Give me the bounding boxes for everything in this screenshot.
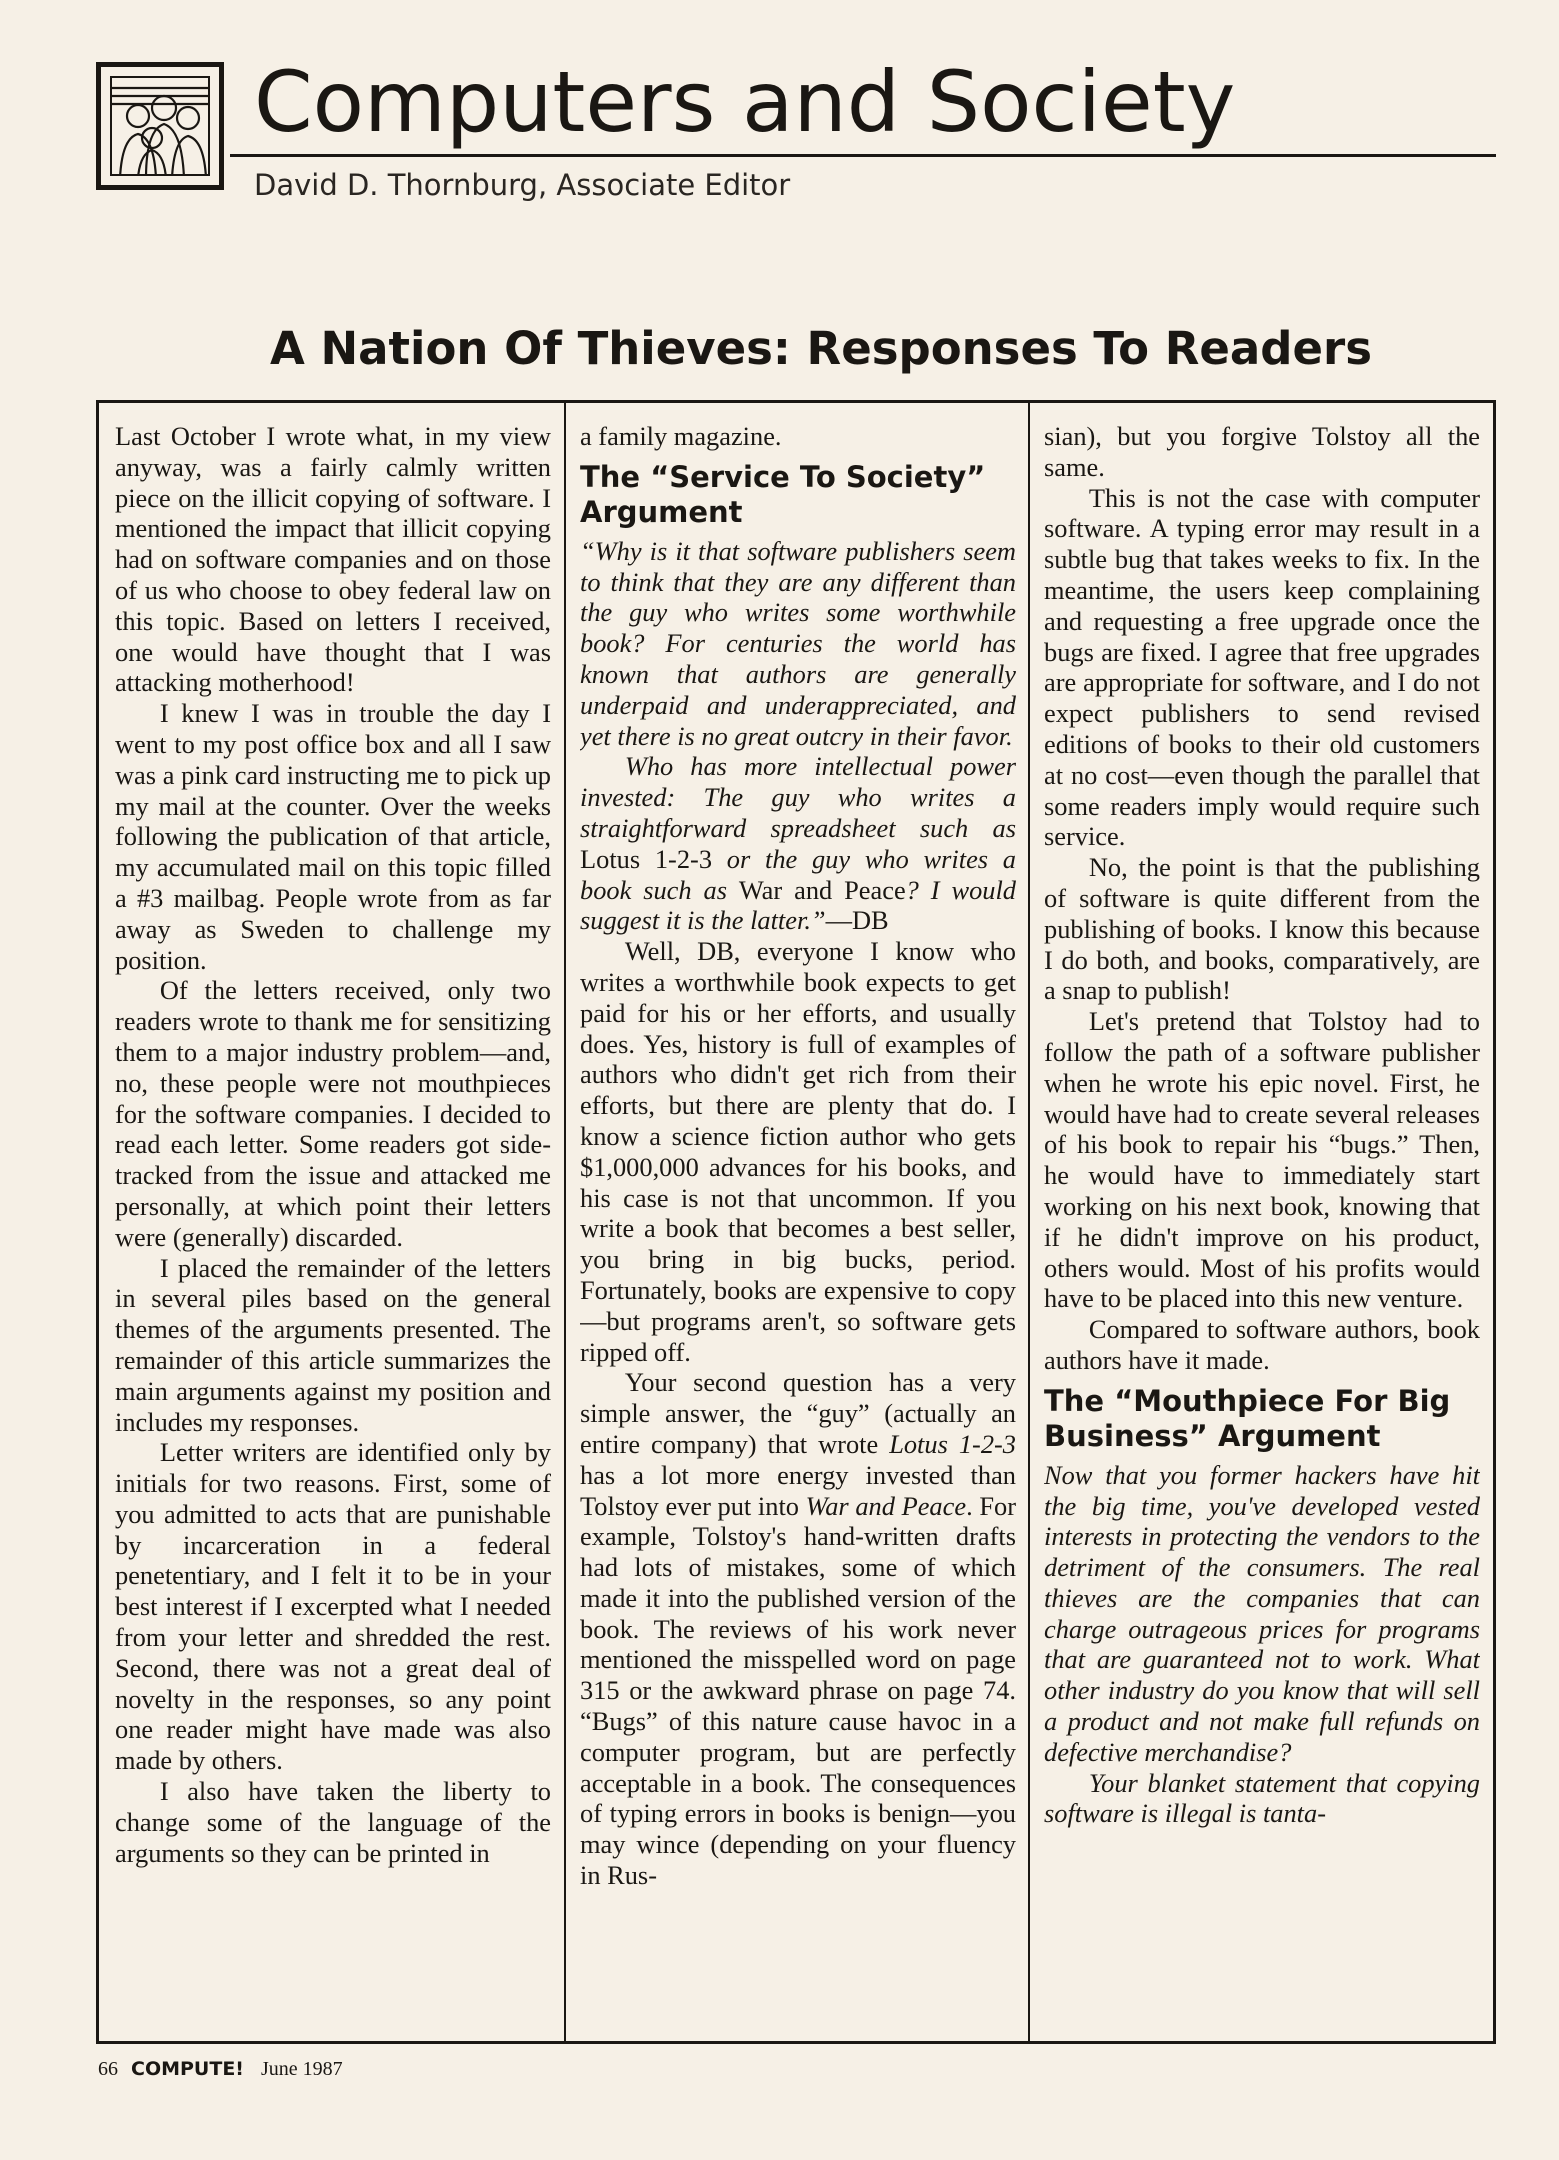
masthead bbox=[96, 53, 1496, 202]
column-2 bbox=[580, 421, 1016, 2029]
paragraph: I knew I was in trouble the day I went to my post office box and all I saw was a pink card instructing me to pick up my mail at the counter. Over the weeks following the publication of that article, my accumulated mail on this topic filled a #3 mailbag. People wrote from as far away as Sweden to challenge my position. bbox=[115, 698, 551, 975]
paragraph: Of the letters received, only two readers wrote to thank me for sensitizing them to a major industry problem—and, no, these people were not mouthpieces for the software companies. I decided to read each letter. Some readers got side-tracked from the issue and attacked me personally, at which point their letters were (generally) discarded. bbox=[115, 975, 551, 1252]
magazine-name: COMPUTE! bbox=[131, 2058, 244, 2080]
paragraph: This is not the case with computer software. A typing error may result in a subtle bug that takes weeks to fix. In the meantime, the users keep complaining and requesting a free upgrade once the bugs are fixed. I agree that free upgrades are appropriate for software, and I do not expect publishers to send revised editions of books to their old customers at no cost—even though the parallel that some readers imply would require such service. bbox=[1044, 482, 1480, 852]
paragraph: No, the point is that the publishing of software is quite different from the publishing of books. I know this because I do both, and books, comparatively, are a snap to publish! bbox=[1044, 852, 1480, 1006]
paragraph: Letter writers are identified only by initials for two reasons. First, some of you admitted to acts that are punishable by incarceration in a federal penetentiary, and I felt it to be in your best interest if I excerpted what I needed from your letter and shredded the rest. Second, there was not a great deal of novelty in the responses, so any point one reader might have made was also made by others. bbox=[115, 1437, 551, 1776]
article-body bbox=[96, 400, 1496, 2044]
paragraph: Compared to software authors, book authors have it made. bbox=[1044, 1314, 1480, 1375]
paragraph: Let's pretend that Tolstoy had to follow the path of a software publisher when he wrote his epic novel. First, he would have had to create several releases of his book to repair his “bugs.” Then, he would have to immediately start working on his next book, knowing that if he didn't improve on his product, others would. Most of his profits would have to be placed into this new venture. bbox=[1044, 1006, 1480, 1314]
paragraph: Your second question has a very simple answer, the “guy” (actually an entire company) that wrote Lotus 1-2-3 has a lot more energy invested than Tolstoy ever put into War and Peace. For example, Tolstoy's hand-written drafts had lots of mistakes, some of which made it into the published version of the book. The reviews of his work never mentioned the misspelled word on page 315 or the awkward phrase on page 74. “Bugs” of this nature cause havoc in a computer program, but are perfectly acceptable in a book. The consequences of typing errors in books is benign—you may wince (depending on your fluency in Rus- bbox=[580, 1367, 1016, 1891]
paragraph: a family magazine. bbox=[580, 421, 782, 451]
subheading: The “Service To Society” Argument bbox=[580, 459, 986, 529]
column-divider bbox=[564, 403, 566, 2041]
page-footer bbox=[98, 2058, 343, 2081]
column-logo bbox=[96, 62, 224, 190]
column-3 bbox=[1044, 421, 1480, 2029]
article-headline: A Nation Of Thieves: Responses To Readers bbox=[270, 322, 1372, 375]
page-number: 66 bbox=[98, 2058, 118, 2080]
issue-date: June 1987 bbox=[260, 2058, 343, 2080]
reader-quote: Now that you former hackers have hit the big time, you've developed vested interests in protecting the vendors to the detriment of the consumers. The real thieves are the companies that can charge outrageous prices for programs that are guaranteed not to work. What other industry do you know that will sell a product and not make full refunds on defective merchandise? bbox=[1044, 1459, 1480, 1767]
section-title: Computers and Society bbox=[254, 53, 1236, 151]
paragraph: I also have taken the liberty to change some of the language of the arguments so they can be printed in bbox=[115, 1776, 551, 1868]
reader-quote: Your blanket statement that copying software is illegal is tanta- bbox=[1044, 1767, 1480, 1829]
reader-quote: Who has more intellectual power invested: The guy who writes a straightforward spreadsheet such as Lotus 1-2-3 or the guy who writes a book such as War and Peace? I would suggest it is the latter.”—DB bbox=[580, 751, 1016, 936]
subheading: The “Mouthpiece For Big Business” Argument bbox=[1044, 1383, 1451, 1453]
paragraph: Well, DB, everyone I know who writes a worthwhile book expects to get paid for his or her efforts, and usually does. Yes, history is full of examples of authors who didn't get rich from their efforts, but there are plenty that do. I know a science fiction author who gets $1,000,000 advances for his books, and his case is not that uncommon. If you write a book that becomes a best seller, you bring in big bucks, period. Fortunately, books are expensive to copy—but programs aren't, so software gets ripped off. bbox=[580, 936, 1016, 1367]
column-1 bbox=[115, 421, 551, 2029]
paragraph: I placed the remainder of the letters in several piles based on the general themes of the arguments presented. The remainder of this article summarizes the main arguments against my position and includes my responses. bbox=[115, 1252, 551, 1437]
title-rule bbox=[230, 154, 1496, 157]
family-icon bbox=[112, 78, 210, 176]
byline: David D. Thornburg, Associate Editor bbox=[254, 168, 791, 202]
paragraph: sian), but you forgive Tolstoy all the same. bbox=[1044, 421, 1480, 482]
reader-quote: “Why is it that software publishers seem to think that they are any different than the guy who writes some worthwhile book? For centuries the world has known that authors are generally underpaid and underappreciated, and yet there is no great outcry in their favor. bbox=[580, 535, 1016, 751]
column-divider bbox=[1028, 403, 1030, 2041]
paragraph: Last October I wrote what, in my view anyway, was a fairly calmly written piece on the illicit copying of software. I mentioned the impact that illicit copying had on software companies and on those of us who choose to obey federal law on this topic. Based on letters I received, one would have thought that I was attacking motherhood! bbox=[115, 421, 551, 698]
